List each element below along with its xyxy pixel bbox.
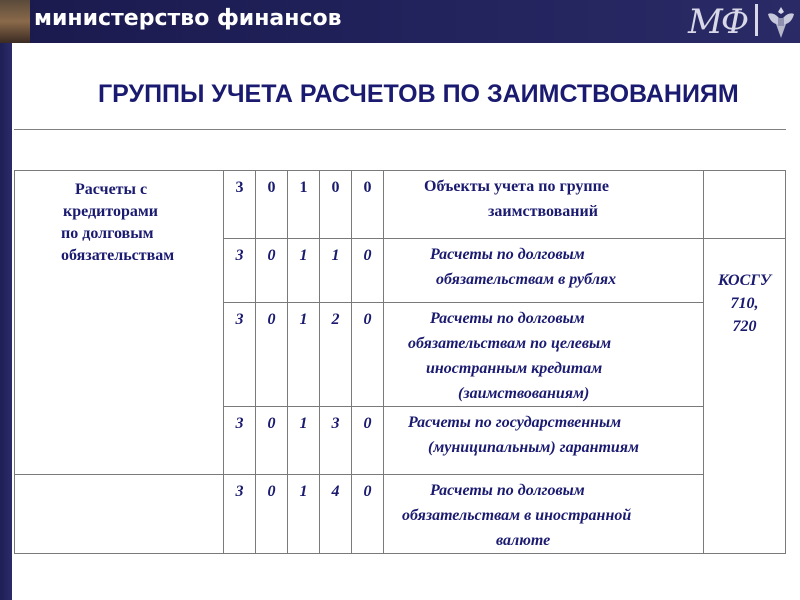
- code-digit: 3: [331, 415, 340, 432]
- empty-label-cell: [15, 475, 224, 554]
- kosgu-cell: [704, 239, 786, 554]
- desc-line: обязательствам по целевым: [408, 335, 612, 352]
- code-digit: 1: [299, 483, 308, 500]
- code-digit-cell: [288, 303, 320, 407]
- table-row: [15, 475, 786, 554]
- code-digit: 4: [331, 483, 340, 500]
- accounts-table: [14, 170, 786, 554]
- desc-line: Расчеты по долговым: [430, 310, 585, 327]
- group-label-line: кредиторами: [63, 203, 158, 220]
- code-digit-cell: [224, 239, 256, 303]
- eagle-emblem-icon: [765, 4, 797, 40]
- code-digit-cell: [288, 171, 320, 239]
- desc-line: обязательствам в рублях: [436, 271, 617, 288]
- code-digit: 1: [299, 415, 308, 432]
- desc-header-line: Объекты учета по группе: [424, 178, 609, 195]
- group-label-line: по долговым: [61, 225, 154, 242]
- code-digit: 3: [235, 311, 244, 328]
- code-digit: 3: [235, 247, 244, 264]
- code-digit-cell: [352, 303, 384, 407]
- ministry-logo: [688, 2, 758, 42]
- code-digit-cell: [224, 475, 256, 554]
- ministry-logo-text: МФ: [688, 2, 748, 42]
- code-digit: 3: [235, 483, 244, 500]
- code-digit: 0: [363, 483, 372, 500]
- code-digit: 0: [363, 247, 372, 264]
- code-digit: 2: [331, 311, 340, 328]
- side-decoration-bar: [0, 43, 12, 600]
- code-digit: 0: [267, 483, 276, 500]
- code-digit-cell: [320, 239, 352, 303]
- desc-line: (муниципальным) гарантиям: [428, 439, 639, 456]
- desc-cell: [384, 407, 704, 475]
- right-header-cell: [704, 171, 786, 239]
- code-digit: 0: [363, 415, 372, 432]
- kosgu-line: 710,: [730, 295, 759, 312]
- code-digit-cell: [352, 407, 384, 475]
- code-digit-cell: [320, 171, 352, 239]
- kosgu-line: 720: [732, 318, 757, 335]
- code-digit: 1: [299, 247, 308, 264]
- header-photo: [0, 0, 30, 43]
- header-title: министерство финансов: [34, 6, 342, 31]
- code-digit-cell: [320, 303, 352, 407]
- code-digit-cell: [256, 475, 288, 554]
- code-digit-cell: [256, 303, 288, 407]
- desc-line: иностранным кредитам: [426, 360, 603, 377]
- code-digit-cell: [256, 239, 288, 303]
- desc-cell: [384, 475, 704, 554]
- desc-line: Расчеты по долговым: [430, 246, 585, 263]
- code-digit: 0: [267, 179, 276, 196]
- code-digit: 0: [331, 179, 340, 196]
- kosgu-line: КОСГУ: [717, 272, 772, 289]
- code-digit: 0: [267, 415, 276, 432]
- code-digit-cell: [256, 171, 288, 239]
- desc-cell: [384, 239, 704, 303]
- desc-cell: [384, 303, 704, 407]
- code-digit-cell: [288, 239, 320, 303]
- code-digit-cell: [224, 407, 256, 475]
- desc-line: (заимствованиям): [458, 385, 590, 402]
- group-label-cell: [15, 171, 224, 475]
- desc-header-cell: [384, 171, 704, 239]
- code-digit-cell: [352, 239, 384, 303]
- code-digit-cell: [224, 303, 256, 407]
- desc-line: Расчеты по государственным: [408, 414, 622, 431]
- code-digit-cell: [320, 407, 352, 475]
- code-digit-cell: [256, 407, 288, 475]
- code-digit-cell: [224, 171, 256, 239]
- group-label-line: Расчеты с: [75, 181, 148, 198]
- desc-line: Расчеты по долговым: [430, 482, 585, 499]
- code-digit-cell: [352, 475, 384, 554]
- code-digit-cell: [320, 475, 352, 554]
- code-digit: 3: [235, 179, 244, 196]
- code-digit-cell: [288, 407, 320, 475]
- table-header-row: [15, 171, 786, 239]
- desc-header-line: заимствований: [488, 203, 598, 220]
- code-digit: 0: [363, 179, 372, 196]
- code-digit-cell: [352, 171, 384, 239]
- code-digit-cell: [288, 475, 320, 554]
- code-digit: 1: [331, 247, 340, 264]
- code-digit: 3: [235, 415, 244, 432]
- code-digit: 0: [267, 247, 276, 264]
- desc-line: валюте: [496, 532, 551, 549]
- title-divider: [14, 129, 786, 130]
- header-banner: [0, 0, 800, 43]
- group-label-line: обязательствам: [61, 247, 175, 264]
- code-digit: 0: [363, 311, 372, 328]
- code-digit: 1: [299, 179, 308, 196]
- desc-line: обязательствам в иностранной: [402, 507, 632, 524]
- code-digit: 1: [299, 311, 308, 328]
- code-digit: 0: [267, 311, 276, 328]
- page-title: ГРУППЫ УЧЕТА РАСЧЕТОВ ПО ЗАИМСТВОВАНИЯМ: [98, 80, 739, 108]
